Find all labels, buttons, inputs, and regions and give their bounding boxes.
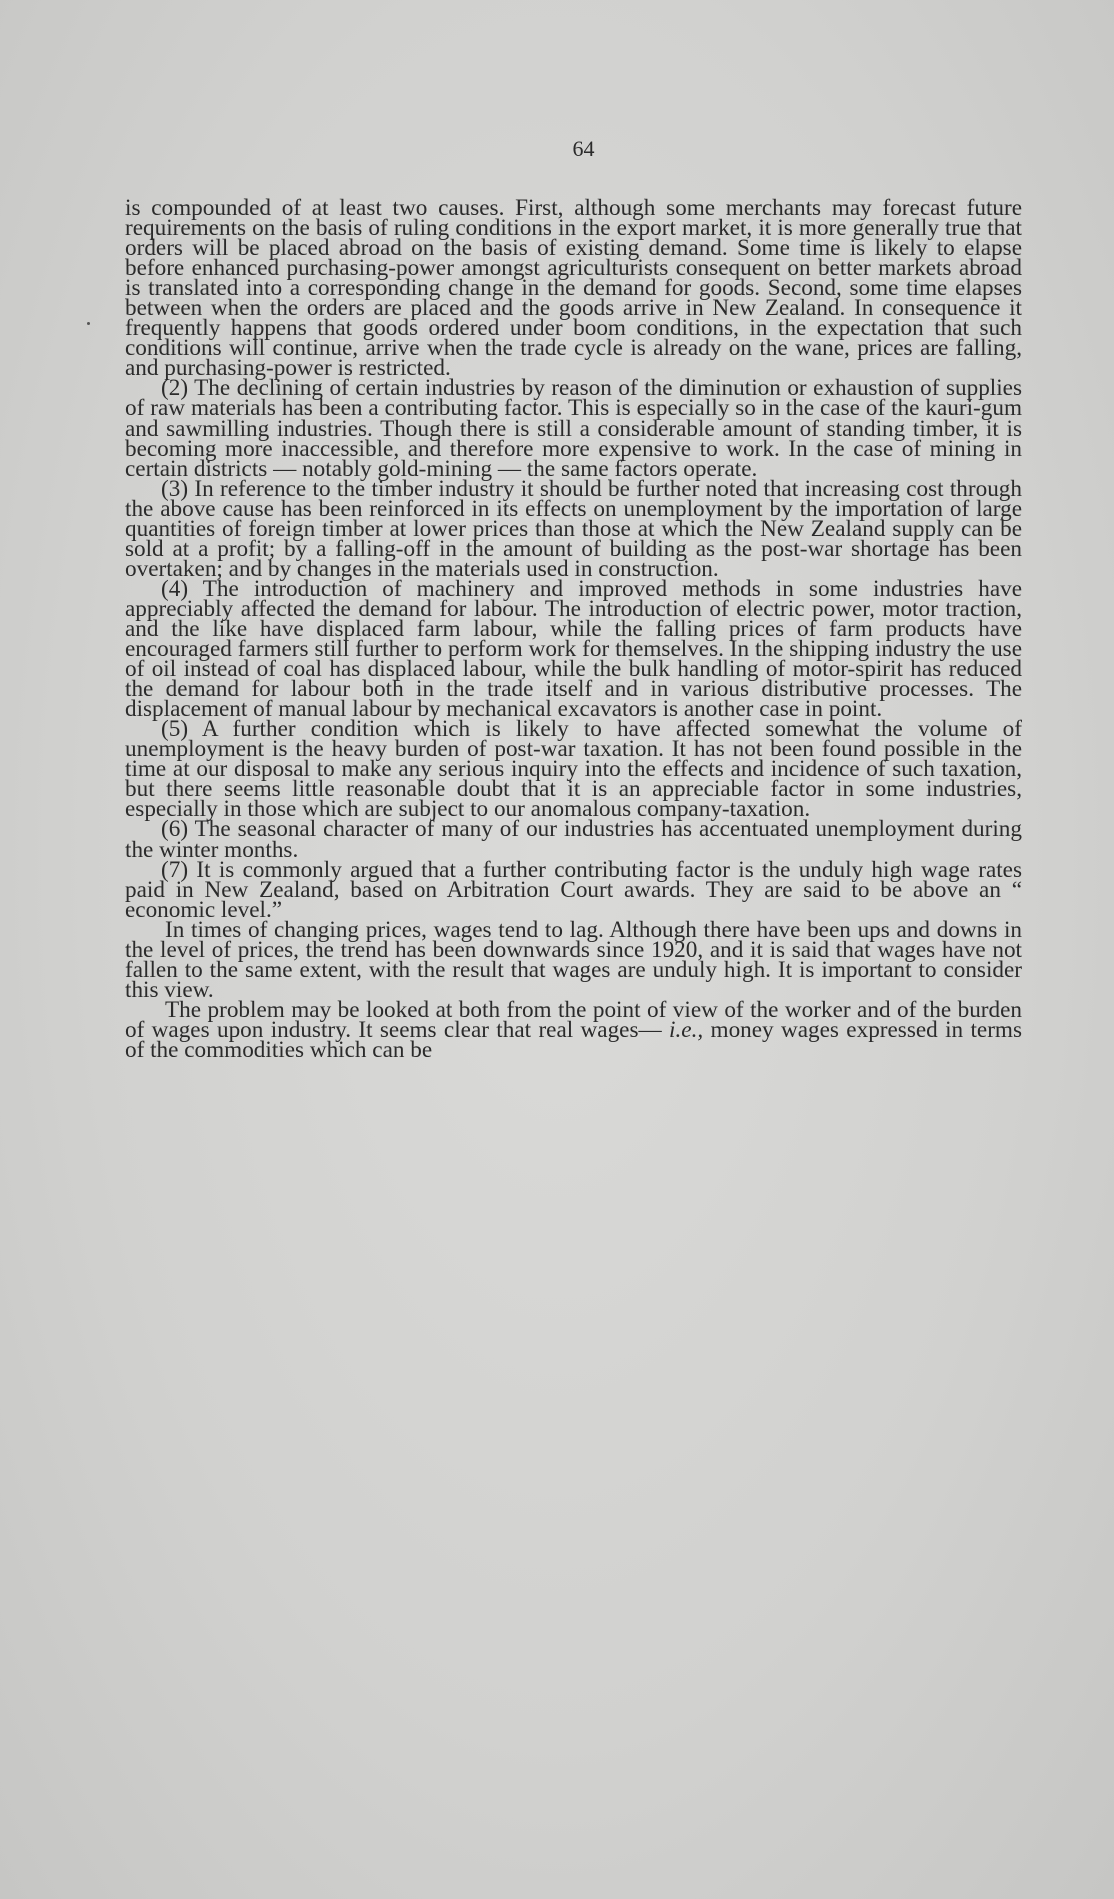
paragraph-item-3: (3) In reference to the timber industry it should be further noted that increasing cost through the above cause has been reinforced in its effects on unemployment by the importation of large quantities of foreign timber at lower prices than those at which the New Zealand supply can be sold at a profit; by a falling-off in the amount of building as the post-war shortage has been overtaken; and by changes in the materials used in construction. (125, 475, 1022, 582)
abbreviation-ie: i.e., (669, 1016, 704, 1043)
paragraph-real-wages (125, 996, 1022, 1063)
paragraph-item-6: (6) The seasonal character of many of our industries has accentuated unemployment during the winter months. (125, 816, 1022, 863)
paragraph-real-wages-text-end: money wages expressed in terms of the commodities which can be (125, 1016, 1022, 1063)
margin-speck (87, 322, 90, 325)
paragraph-item-4: (4) The introduction of machinery and improved methods in some industries have appreciably affected the demand for labour. The introduction of electric power, motor traction, and the like have displaced farm labour, while the falling prices of farm products have encouraged farmers still further to perform work for themselves. In the shipping industry the use of oil instead of coal has displaced labour, while the bulk handling of motor-spirit has reduced the demand for labour both in the trade itself and in various distributive processes. The displacement of manual labour by mechanical excavators is another case in point. (125, 575, 1022, 723)
paragraph-item-5: (5) A further condition which is likely to have affected somewhat the volume of unemployment is the heavy burden of post-war taxation. It has not been found possible in the time at our disposal to make any serious inquiry into the effects and incidence of such taxation, but there seems little reasonable doubt that it is an appreciable factor in some industries, especially in those which are subject to our anomalous company-taxation. (125, 716, 1022, 823)
paragraph-real-wages-text: The problem may be looked at both from the point of view of the worker and of the burden of wages upon industry. It seems clear that real wages— (125, 996, 1022, 1043)
paragraph-item-2: (2) The declining of certain industries by reason of the diminution or exhaustion of supplies of raw materials has been a contributing factor. This is especially so in the case of the kauri-gum and sawmilling industries. Though there is still a considerable amount of standing timber, it is becoming more inaccessible, and therefore more expensive to work. In the case of mining in certain districts — notably gold-mining — the same factors operate. (125, 375, 1022, 482)
paragraph-wages-lag: In times of changing prices, wages tend to lag. Although there have been ups and downs in the level of prices, the trend has been downwards since 1920, and it is said that wages have not fallen to the same extent, with the result that wages are unduly high. It is important to consider this view. (125, 916, 1022, 1003)
paragraph-item-7: (7) It is commonly argued that a further contributing factor is the unduly high wage rates paid in New Zealand, based on Arbitration Court awards. They are said to be above an “ economic level.” (125, 856, 1022, 923)
paragraph-continuation: is compounded of at least two causes. First, although some merchants may forecast future requirements on the basis of ruling conditions in the export market, it is more generally true that orders will be placed abroad on the basis of existing demand. Some time is likely to elapse before enhanced purchasing-power amongst agriculturists consequent on better markets abroad is translated into a corresponding change in the demand for goods. Second, some time elapses between when the orders are placed and the goods arrive in New Zealand. In consequence it frequently happens that goods ordered under boom conditions, in the expectation that such conditions will continue, arrive when the trade cycle is already on the wane, prices are falling, and purchasing-power is restricted. (125, 195, 1022, 382)
page-number: 64 (572, 136, 595, 161)
body-text (125, 195, 1022, 1063)
